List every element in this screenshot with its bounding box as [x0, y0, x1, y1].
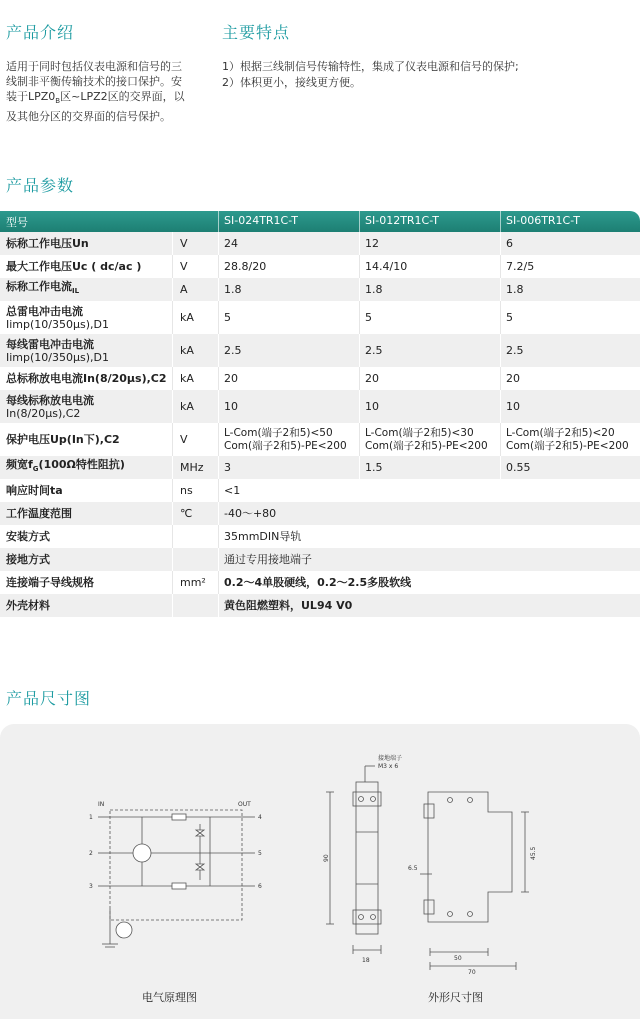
- param-value: 14.4/10: [365, 260, 408, 273]
- param-value: 5: [365, 311, 372, 324]
- param-value: 1.5: [365, 461, 383, 474]
- param-value: 2.5: [224, 344, 242, 357]
- param-value: 1.8: [365, 283, 383, 296]
- param-unit: V: [180, 260, 188, 273]
- table-row: [0, 232, 640, 255]
- header-col: SI-012TR1C-T: [365, 214, 439, 227]
- table-row: [0, 479, 640, 502]
- dimensions-panel: [0, 724, 640, 1019]
- param-name: 连接端子导线规格: [6, 576, 94, 589]
- param-value: 0.2～4单股硬线，0.2～2.5多股软线: [224, 576, 412, 589]
- param-name: 每线雷电冲击电流 Iimp(10/350μs),D1: [6, 337, 109, 364]
- header-col: SI-024TR1C-T: [224, 214, 298, 227]
- features-list: [222, 59, 519, 91]
- dimensions-title: 产品尺寸图: [6, 689, 92, 708]
- circuit-diagram: [80, 794, 280, 974]
- param-value: 28.8/20: [224, 260, 267, 273]
- param-name: 标称工作电压Un: [6, 237, 89, 250]
- header-model: 型号: [6, 216, 28, 229]
- param-unit: kA: [180, 400, 194, 413]
- table-row: [0, 367, 640, 390]
- param-unit: kA: [180, 344, 194, 357]
- params-title: 产品参数: [6, 176, 75, 195]
- svg-text:70: 70: [468, 969, 476, 976]
- param-unit: kA: [180, 311, 194, 324]
- table-row: [0, 571, 640, 594]
- table-body: [0, 232, 640, 617]
- param-value: <1: [224, 484, 241, 497]
- param-value: 2.5: [365, 344, 383, 357]
- svg-text:接地端子: 接地端子: [378, 755, 403, 762]
- param-value: 1.8: [506, 283, 524, 296]
- param-value: L-Com(端子2和5)<50 Com(端子2和5)-PE<200: [224, 426, 347, 452]
- param-name: 安装方式: [6, 530, 50, 543]
- table-row: [0, 390, 640, 423]
- param-value: L-Com(端子2和5)<20 Com(端子2和5)-PE<200: [506, 426, 629, 452]
- features-title: 主要特点: [222, 23, 291, 42]
- table-row: [0, 594, 640, 617]
- intro-title: 产品介绍: [6, 23, 75, 42]
- intro-line: 及其他分区的交界面的信号保护。: [6, 110, 171, 124]
- intro-line: 装于$LPZ0_B$区~LPZ2区的交界面，以: [6, 90, 185, 106]
- param-unit: [180, 594, 220, 617]
- params-table: [0, 211, 640, 617]
- table-row: [0, 525, 640, 548]
- svg-text:OUT: OUT: [238, 801, 251, 808]
- svg-text:45.5: 45.5: [530, 846, 537, 860]
- param-unit: mm²: [180, 576, 206, 589]
- param-name: 每线标称放电电流 In(8/20μs),C2: [6, 393, 94, 420]
- param-value: L-Com(端子2和5)<30 Com(端子2和5)-PE<200: [365, 426, 488, 452]
- param-unit: ℃: [180, 507, 193, 520]
- param-name: 频宽$f_G(100\Omega$特性阻抗): [6, 458, 125, 474]
- param-value: 24: [224, 237, 238, 250]
- param-value: 10: [365, 400, 379, 413]
- svg-text:4: 4: [258, 814, 262, 821]
- circuit-caption: 电气原理图: [142, 991, 197, 1004]
- param-value: -40～+80: [224, 507, 277, 520]
- svg-text:M3 x 6: M3 x 6: [378, 763, 399, 770]
- svg-text:18: 18: [362, 957, 370, 964]
- param-name: 工作温度范围: [6, 507, 72, 520]
- svg-text:2: 2: [89, 850, 93, 857]
- param-unit: [180, 548, 220, 571]
- table-row: [0, 255, 640, 278]
- svg-text:1: 1: [89, 814, 93, 821]
- svg-text:6.5: 6.5: [408, 865, 418, 872]
- param-name: 外壳材料: [6, 599, 50, 612]
- param-unit: V: [180, 433, 188, 446]
- param-value: 0.55: [506, 461, 531, 474]
- table-header: [0, 211, 640, 232]
- param-unit: MHz: [180, 461, 204, 474]
- table-row: [0, 456, 640, 479]
- header-col: SI-006TR1C-T: [506, 214, 580, 227]
- param-name: 保护电压Up(In下),C2: [6, 433, 120, 446]
- outline-drawing: [320, 752, 550, 982]
- param-value: 1.8: [224, 283, 242, 296]
- svg-text:IN: IN: [98, 801, 105, 808]
- param-value: 20: [224, 372, 238, 385]
- svg-text:90: 90: [323, 854, 330, 862]
- param-name: 总标称放电电流In(8/20μs),C2: [6, 372, 167, 385]
- param-value: 5: [224, 311, 231, 324]
- intro-text: [6, 59, 202, 124]
- param-name: 响应时间ta: [6, 484, 63, 497]
- param-value: 2.5: [506, 344, 524, 357]
- svg-text:3: 3: [89, 883, 93, 890]
- intro-line: 线制非平衡传输技术的接口保护。安: [6, 75, 182, 88]
- feature-item: 2）体积更小，接线更方便。: [222, 76, 361, 89]
- param-unit: [180, 525, 220, 548]
- param-unit: kA: [180, 372, 194, 385]
- table-row: [0, 548, 640, 571]
- param-value: 6: [506, 237, 513, 250]
- param-name: 最大工作电压Uc ( dc/ac ): [6, 260, 142, 273]
- table-row: [0, 301, 640, 334]
- svg-text:5: 5: [258, 850, 262, 857]
- table-row: [0, 278, 640, 301]
- table-row: [0, 502, 640, 525]
- svg-text:50: 50: [454, 955, 462, 962]
- param-value: 20: [506, 372, 520, 385]
- feature-item: 1）根据三线制信号传输特性，集成了仪表电源和信号的保护;: [222, 60, 519, 73]
- param-value: 35mmDIN导轨: [224, 530, 302, 543]
- param-value: 5: [506, 311, 513, 324]
- param-value: 10: [224, 400, 238, 413]
- param-value: 12: [365, 237, 379, 250]
- param-name: 标称工作电流$_{IL}$: [6, 280, 80, 296]
- param-name: 总雷电冲击电流 Iimp(10/350μs),D1: [6, 304, 109, 331]
- svg-text:6: 6: [258, 883, 262, 890]
- param-value: 7.2/5: [506, 260, 535, 273]
- param-value: 3: [224, 461, 231, 474]
- param-unit: ns: [180, 484, 193, 497]
- outline-caption: 外形尺寸图: [428, 991, 483, 1004]
- param-unit: A: [180, 283, 188, 296]
- param-value: 20: [365, 372, 379, 385]
- param-value: 10: [506, 400, 520, 413]
- intro-line: 适用于同时包括仪表电源和信号的三: [6, 60, 182, 73]
- param-unit: V: [180, 237, 188, 250]
- table-row: [0, 334, 640, 367]
- table-row: [0, 423, 640, 456]
- param-value: 通过专用接地端子: [224, 553, 312, 566]
- param-name: 接地方式: [6, 553, 50, 566]
- param-value: 黄色阻燃塑料，UL94 V0: [224, 599, 353, 612]
